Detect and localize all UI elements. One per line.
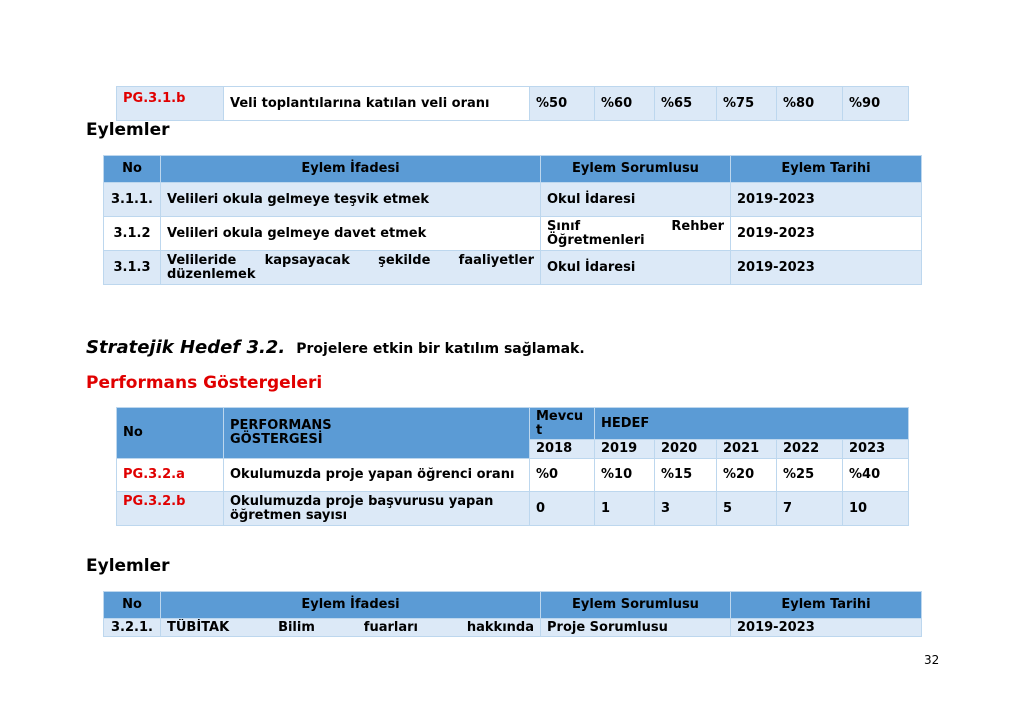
action-no: 3.2.1. <box>104 619 161 637</box>
action-no: 3.1.3 <box>104 251 161 285</box>
value-cell: 0 <box>530 492 595 526</box>
performance-heading: Performans Göstergeleri <box>86 373 323 393</box>
action-responsible <box>541 217 731 251</box>
indicator-name: Okulumuzda proje yapan öğrenci oranı <box>224 459 530 492</box>
strategic-goal <box>86 337 585 358</box>
table-row <box>104 251 922 285</box>
statement-line: Velileride kapsayacak şekilde faaliyetler <box>167 252 534 268</box>
value-cell: %90 <box>843 87 909 121</box>
action-responsible: Okul İdaresi <box>541 251 731 285</box>
action-statement: Velileri okula gelmeye davet etmek <box>161 217 541 251</box>
table-row <box>104 619 922 637</box>
value-cell: %20 <box>717 459 777 492</box>
header-statement: Eylem İfadesi <box>161 592 541 619</box>
table-row <box>104 217 922 251</box>
indicator-code: PG.3.2.a <box>117 459 224 492</box>
table-row <box>117 492 909 526</box>
responsible-line: Öğretmenleri <box>547 232 645 248</box>
value-cell: %80 <box>777 87 843 121</box>
action-date: 2019-2023 <box>731 619 922 637</box>
actions-table-1 <box>103 155 922 285</box>
action-responsible: Proje Sorumlusu <box>541 619 731 637</box>
value-cell: %15 <box>655 459 717 492</box>
header-year: 2022 <box>777 440 843 459</box>
actions-heading: Eylemler <box>86 556 170 576</box>
header-date: Eylem Tarihi <box>731 156 922 183</box>
indicator-code: PG.3.1.b <box>117 87 224 121</box>
header-no: No <box>104 592 161 619</box>
header-year: 2020 <box>655 440 717 459</box>
value-cell: 1 <box>595 492 655 526</box>
indicator-name <box>224 492 530 526</box>
value-cell: %65 <box>655 87 717 121</box>
header-indicator-line: PERFORMANS <box>230 418 332 433</box>
header-no: No <box>117 408 224 459</box>
header-date: Eylem Tarihi <box>731 592 922 619</box>
statement-line: düzenlemek <box>167 266 256 282</box>
value-cell: %50 <box>530 87 595 121</box>
header-year: 2021 <box>717 440 777 459</box>
action-responsible: Okul İdaresi <box>541 183 731 217</box>
header-year: 2023 <box>843 440 909 459</box>
header-indicator <box>224 408 530 459</box>
value-cell: %75 <box>717 87 777 121</box>
header-year: 2018 <box>530 440 595 459</box>
table-row <box>117 459 909 492</box>
strategic-goal-label: Stratejik Hedef 3.2. <box>86 337 286 358</box>
action-date: 2019-2023 <box>731 251 922 285</box>
header-year: 2019 <box>595 440 655 459</box>
indicator-line: Okulumuzda proje başvurusu yapan <box>230 493 494 509</box>
indicator-name: Veli toplantılarına katılan veli oranı <box>224 87 530 121</box>
action-no: 3.1.2 <box>104 217 161 251</box>
value-cell: %0 <box>530 459 595 492</box>
header-current <box>530 408 595 440</box>
header-responsible: Eylem Sorumlusu <box>541 156 731 183</box>
action-date: 2019-2023 <box>731 183 922 217</box>
value-cell: %25 <box>777 459 843 492</box>
indicator-code: PG.3.2.b <box>117 492 224 526</box>
header-indicator-line: GÖSTERGESİ <box>230 432 323 447</box>
value-cell: %10 <box>595 459 655 492</box>
header-current-line: t <box>536 422 543 438</box>
page-number: 32 <box>924 653 940 667</box>
responsible-line: Sınıf Rehber <box>547 218 724 234</box>
header-current-line: Mevcu <box>536 408 584 424</box>
actions-table-2 <box>103 591 922 637</box>
value-cell: 10 <box>843 492 909 526</box>
action-statement: Velileri okula gelmeye teşvik etmek <box>161 183 541 217</box>
actions-heading: Eylemler <box>86 120 170 140</box>
header-target: HEDEF <box>595 408 909 440</box>
value-cell: %60 <box>595 87 655 121</box>
action-statement <box>161 251 541 285</box>
pg-3-1-b-table <box>116 86 909 121</box>
header-no: No <box>104 156 161 183</box>
header-statement: Eylem İfadesi <box>161 156 541 183</box>
indicator-line: öğretmen sayısı <box>230 507 348 523</box>
performance-table <box>116 407 909 526</box>
table-row <box>104 183 922 217</box>
header-responsible: Eylem Sorumlusu <box>541 592 731 619</box>
strategic-goal-text: Projelere etkin bir katılım sağlamak. <box>296 341 585 357</box>
value-cell: %40 <box>843 459 909 492</box>
action-statement: TÜBİTAK Bilim fuarları hakkında <box>161 619 541 637</box>
action-no: 3.1.1. <box>104 183 161 217</box>
value-cell: 5 <box>717 492 777 526</box>
value-cell: 3 <box>655 492 717 526</box>
value-cell: 7 <box>777 492 843 526</box>
action-date: 2019-2023 <box>731 217 922 251</box>
